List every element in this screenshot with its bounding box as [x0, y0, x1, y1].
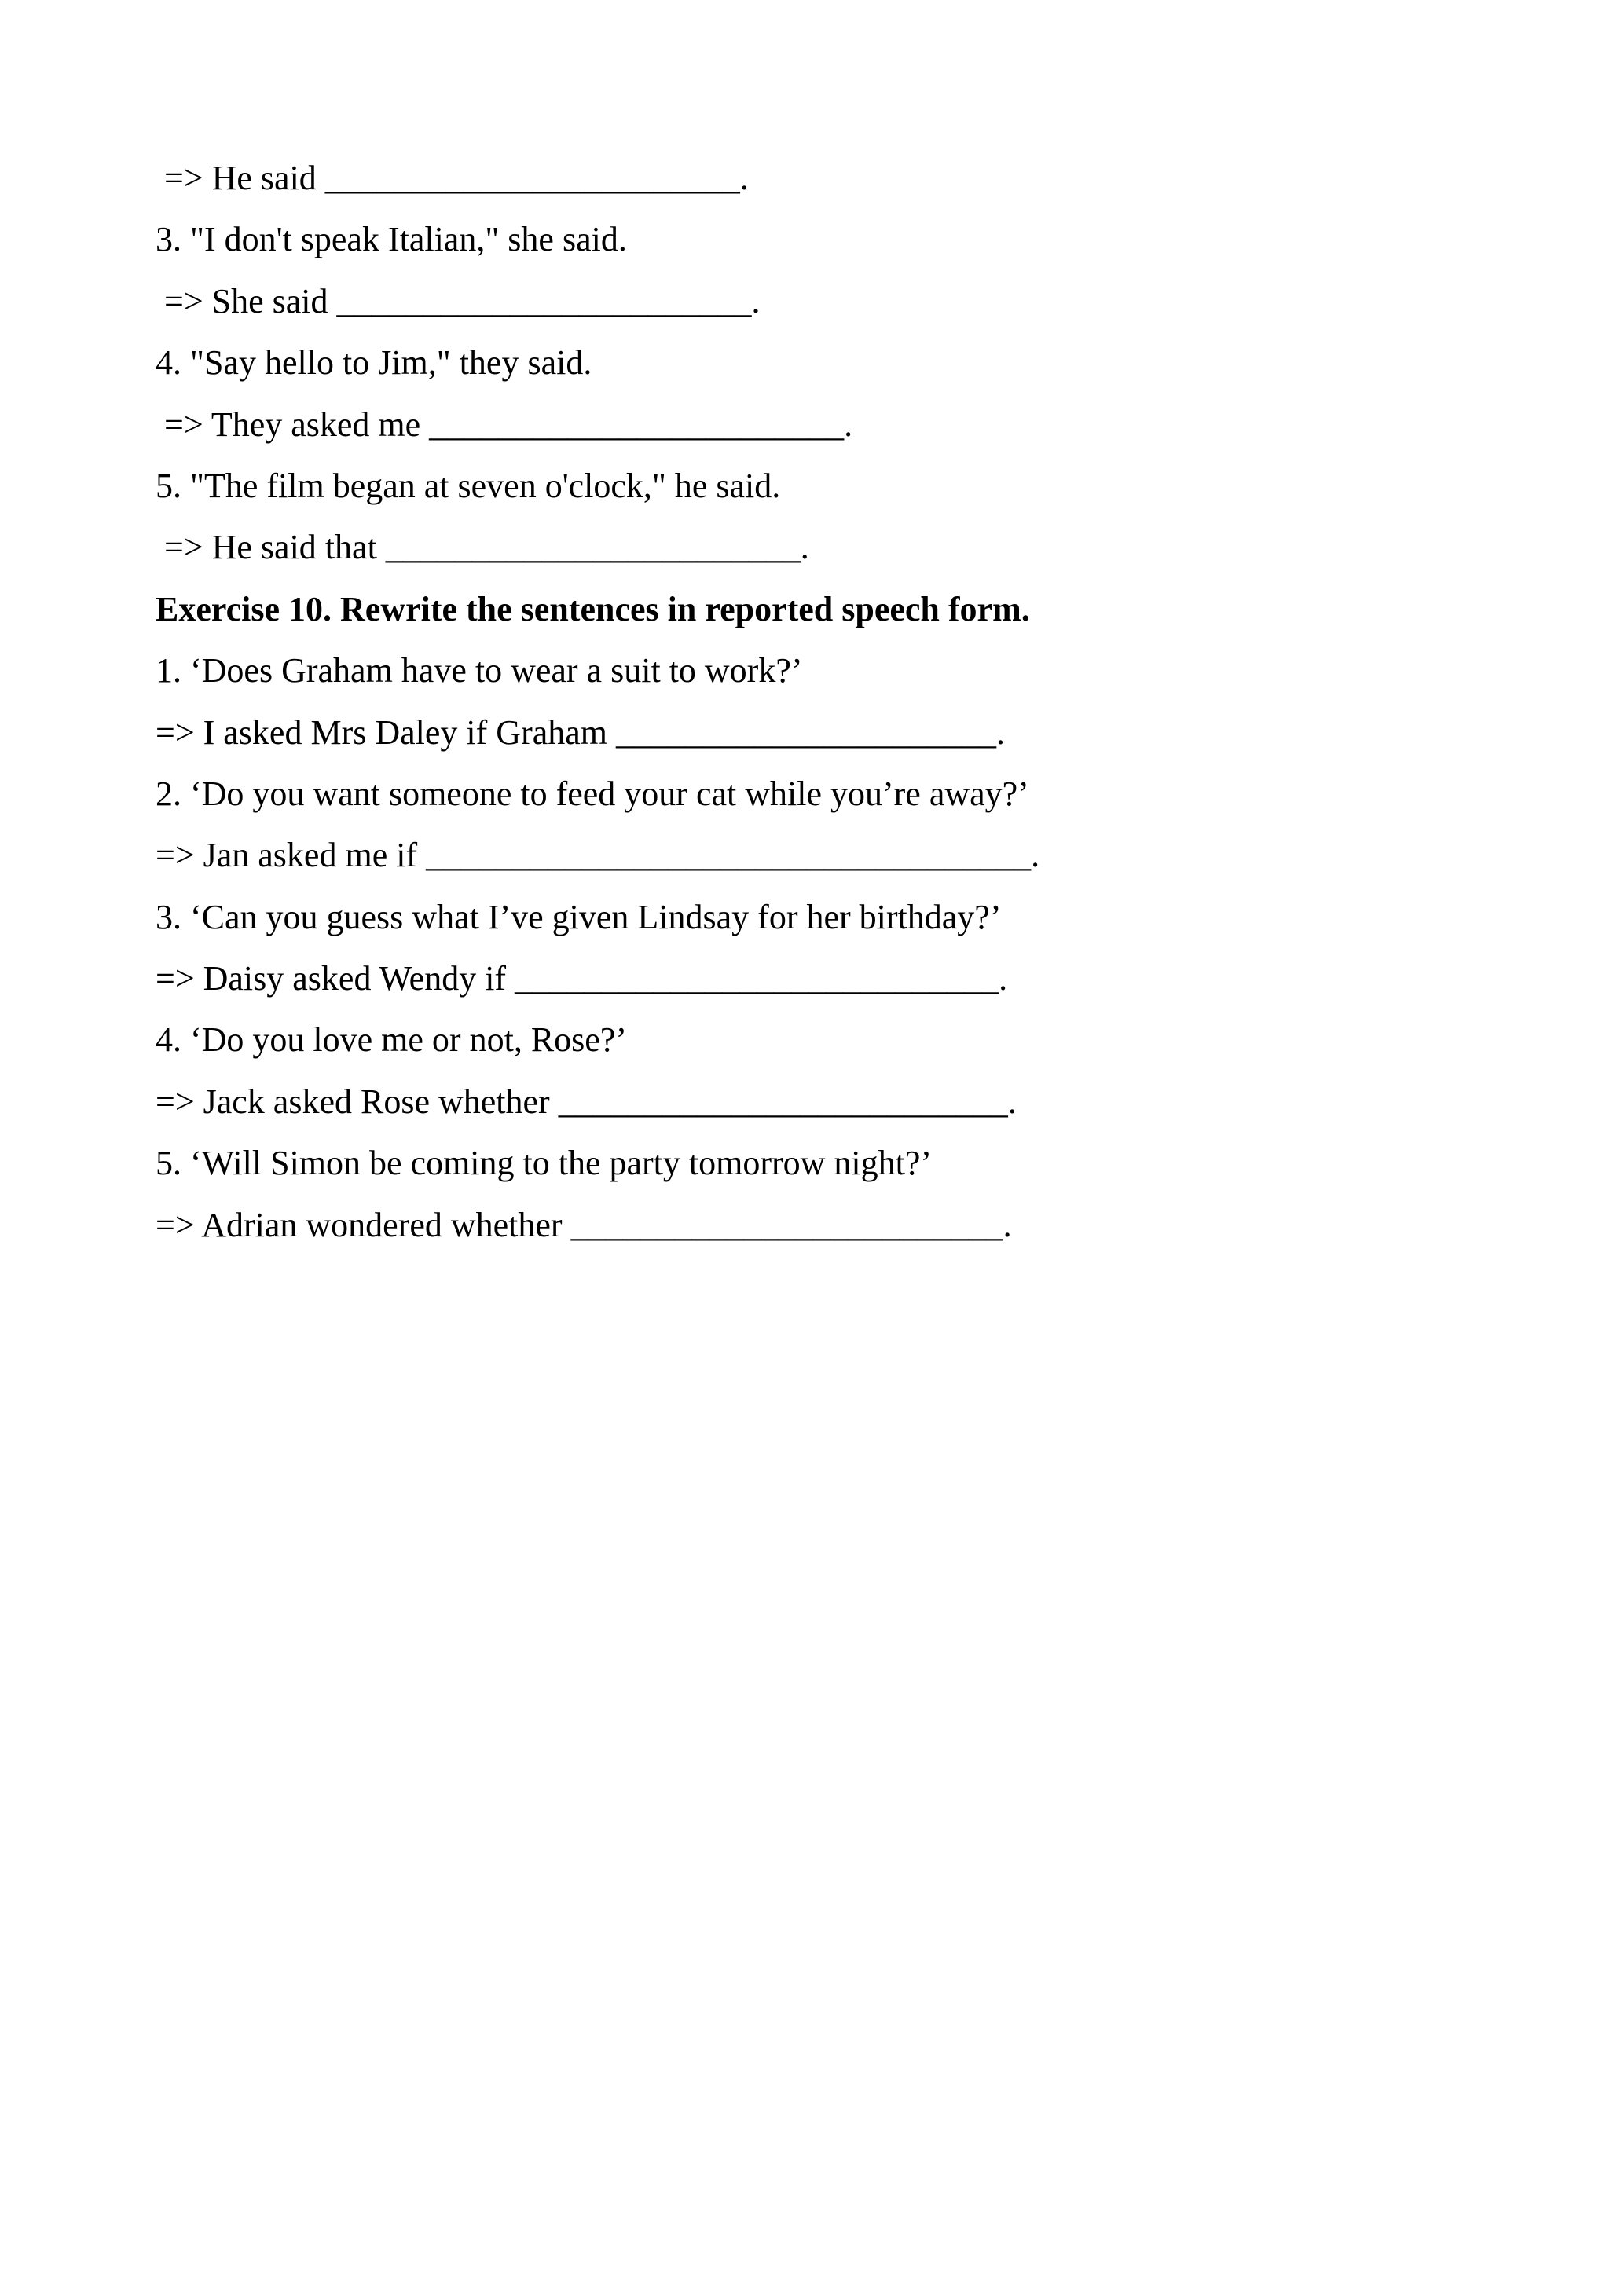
- question-3: 3. "I don't speak Italian," she said.: [156, 220, 627, 259]
- ex10-question-2: 2. ‘Do you want someone to feed your cat while you’re away?’: [156, 774, 1029, 813]
- answer-line-5: => He said that ________________________.: [156, 528, 809, 567]
- ex10-answer-line-2: => Jan asked me if ___________________________________.: [156, 836, 1040, 875]
- answer-line-3: => She said ________________________.: [156, 281, 761, 320]
- ex10-answer-line-3: => Daisy asked Wendy if ____________________________.: [156, 959, 1008, 998]
- worksheet-body: [156, 152, 1491, 1261]
- ex10-question-3: 3. ‘Can you guess what I’ve given Lindsay for her birthday?’: [156, 897, 1002, 936]
- exercise-10-heading: Exercise 10. Rewrite the sentences in reported speech form.: [156, 589, 1030, 628]
- ex10-question-5: 5. ‘Will Simon be coming to the party tomorrow night?’: [156, 1144, 933, 1183]
- ex10-question-1: 1. ‘Does Graham have to wear a suit to work?’: [156, 651, 803, 690]
- ex10-answer-line-4: => Jack asked Rose whether __________________________.: [156, 1082, 1017, 1121]
- answer-line-4: => They asked me ________________________.: [156, 405, 853, 444]
- answer-line-2: => He said ________________________.: [156, 159, 749, 197]
- ex10-answer-line-5: => Adrian wondered whether _________________________.: [156, 1205, 1012, 1244]
- ex10-answer-line-1: => I asked Mrs Daley if Graham ______________________.: [156, 712, 1006, 752]
- question-5: 5. "The film began at seven o'clock," he said.: [156, 466, 781, 505]
- question-4: 4. "Say hello to Jim," they said.: [156, 343, 592, 383]
- ex10-question-4: 4. ‘Do you love me or not, Rose?’: [156, 1020, 627, 1060]
